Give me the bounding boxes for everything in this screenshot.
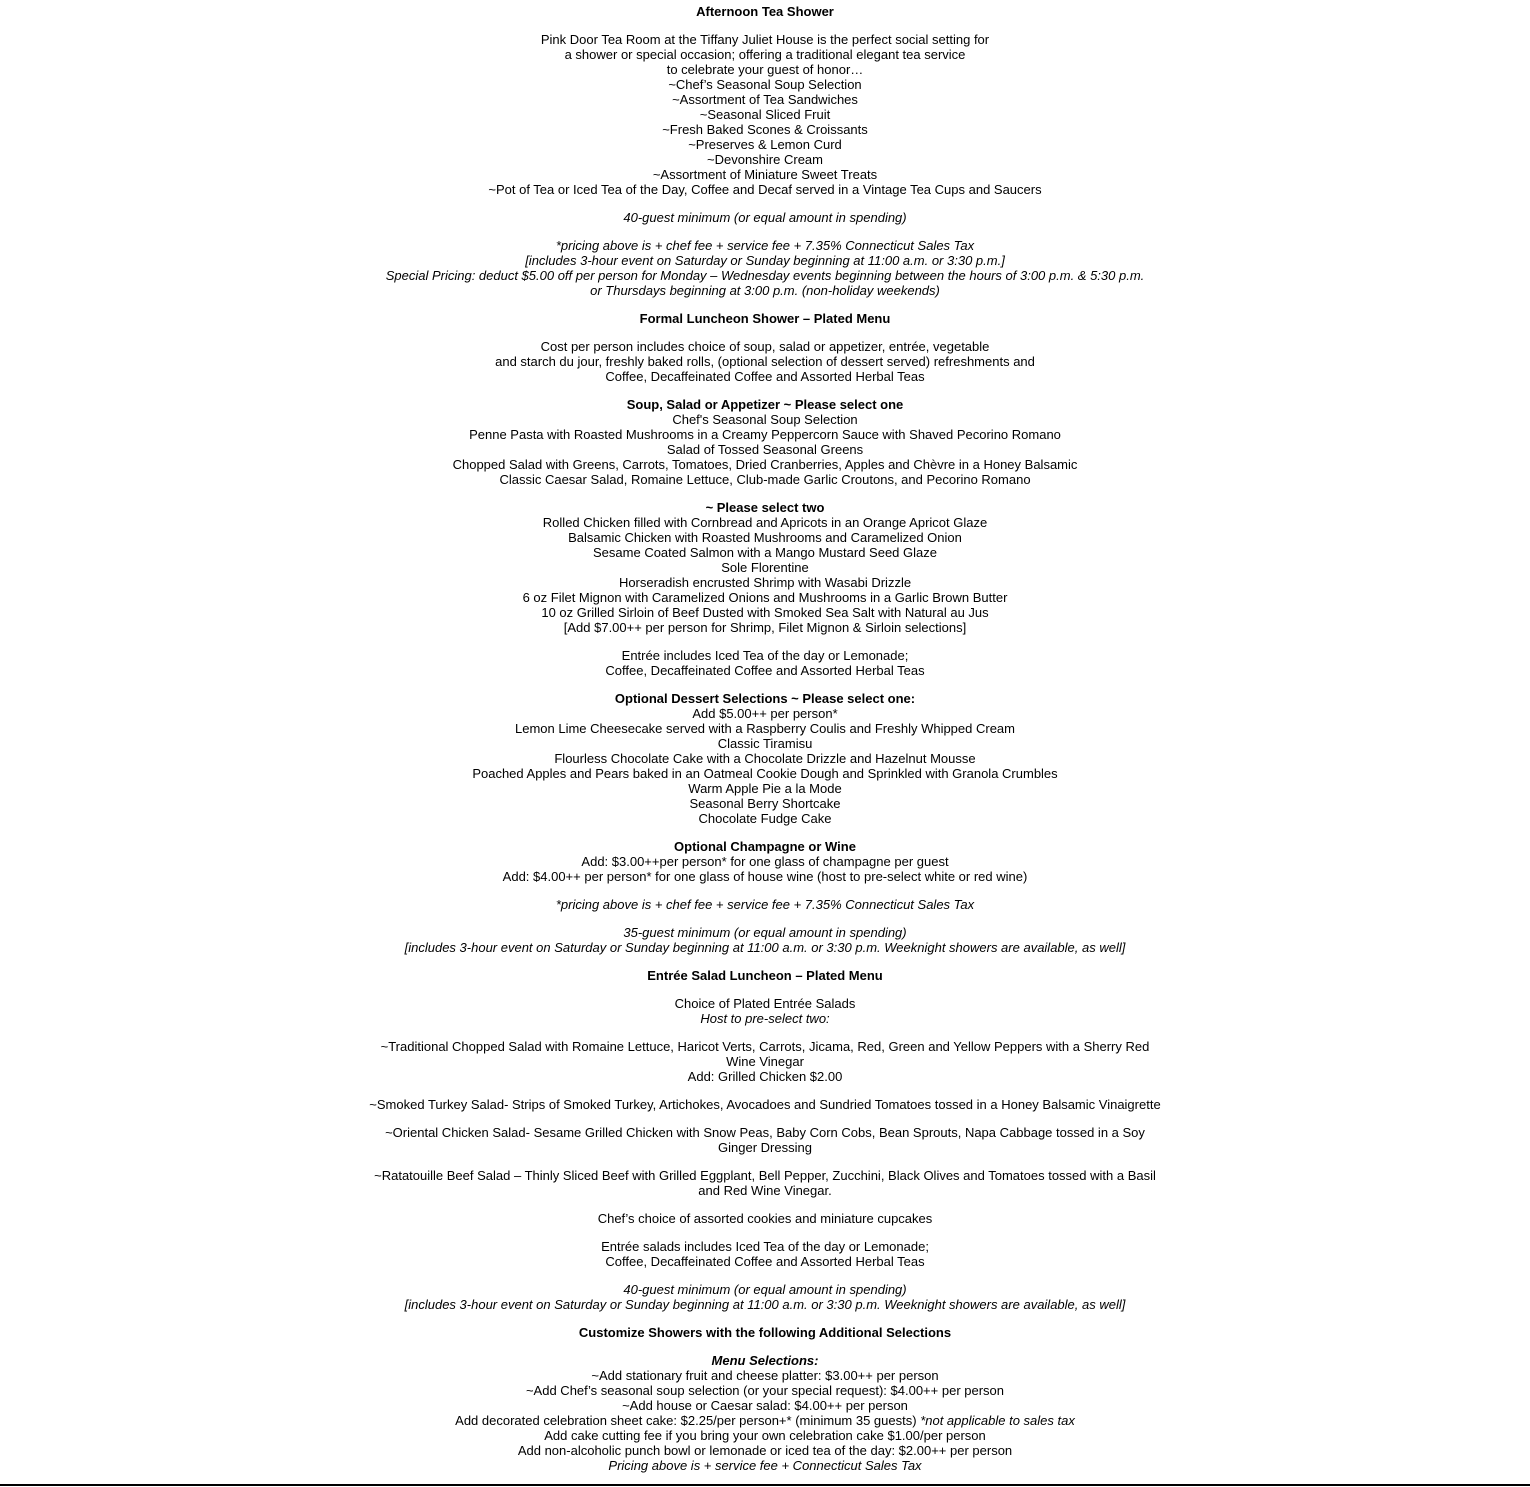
pricing-notes (365, 238, 1165, 298)
pricing-note: *pricing above is + chef fee + service fee + 7.35% Connecticut Sales Tax (555, 238, 975, 253)
menu-item: 6 oz Filet Mignon with Caramelized Onions and Mushrooms in a Garlic Brown Butter (522, 590, 1008, 605)
salad-item (365, 1125, 1165, 1155)
addon-item: ~Add house or Caesar salad: $4.00++ per person (622, 1398, 908, 1413)
salad-description: ~Traditional Chopped Salad with Romaine Lettuce, Haricot Verts, Carrots, Jicama, Red, Green and Yellow Peppers with a Sherry Red Wine Vinegar (380, 1039, 1150, 1069)
beverage-line: Coffee, Decaffeinated Coffee and Assorted Herbal Teas (605, 1254, 925, 1269)
customize-section (365, 1325, 1165, 1473)
intro-line: a shower or special occasion; offering a traditional elegant tea service (564, 47, 966, 62)
addon-item: Add cake cutting fee if you bring your own celebration cake $1.00/per person (544, 1428, 986, 1443)
menu-item: Warm Apple Pie a la Mode (688, 781, 842, 796)
wine-list (365, 839, 1165, 884)
menu-selections (365, 1353, 1165, 1473)
beverage-line: Entrée salads includes Iced Tea of the day or Lemonade; (601, 1239, 929, 1254)
event-note: [includes 3-hour event on Saturday or Sunday beginning at 11:00 a.m. or 3:30 p.m. Weeknight showers are available, as well] (404, 940, 1126, 955)
intro-paragraph (365, 32, 1165, 197)
minimum-notes (365, 1282, 1165, 1312)
salad-description: ~Smoked Turkey Salad- Strips of Smoked Turkey, Artichokes, Avocadoes and Sundried Tomatoes tossed in a Honey Balsamic Vinaigrette (369, 1097, 1161, 1112)
menu-selections-heading: Menu Selections: (711, 1353, 819, 1368)
beverage-line: Entrée includes Iced Tea of the day or Lemonade; (621, 648, 909, 663)
special-pricing-note: Special Pricing: deduct $5.00 off per person for Monday – Wednesday events beginning between the hours of 3:00 p.m. & 5:30 p.m. (385, 268, 1145, 283)
salad-dessert: Chef’s choice of assorted cookies and miniature cupcakes (597, 1211, 933, 1226)
menu-item: ~Preserves & Lemon Curd (688, 137, 842, 152)
section-title: Customize Showers with the following Additional Selections (578, 1325, 952, 1340)
menu-item: ~Seasonal Sliced Fruit (699, 107, 831, 122)
guest-minimum: 40-guest minimum (or equal amount in spending) (623, 210, 907, 225)
entree-salad-section (365, 968, 1165, 1312)
menu-item: Chopped Salad with Greens, Carrots, Tomatoes, Dried Cranberries, Apples and Chèvre in a Honey Balsamic (452, 457, 1078, 472)
starters-heading: Soup, Salad or Appetizer ~ Please select one (626, 397, 904, 412)
desserts-price: Add $5.00++ per person* (692, 706, 838, 721)
menu-item: Salad of Tossed Seasonal Greens (666, 442, 864, 457)
guest-minimum: 40-guest minimum (or equal amount in spending) (623, 1282, 907, 1297)
section-title: Entrée Salad Luncheon – Plated Menu (647, 968, 883, 983)
intro-line: to celebrate your guest of honor… (666, 62, 864, 77)
cake-tax-note: *not applicable to sales tax (920, 1413, 1075, 1428)
minimum-notes (365, 925, 1165, 955)
afternoon-tea-section (365, 4, 1165, 298)
menu-item: ~Assortment of Tea Sandwiches (672, 92, 858, 107)
salad-description: ~Ratatouille Beef Salad – Thinly Sliced Beef with Grilled Eggplant, Bell Pepper, Zucchini, Black Olives and Tomatoes tossed with a Basil and Red Wine Vinegar. (374, 1168, 1156, 1198)
menu-item: 10 oz Grilled Sirloin of Beef Dusted with Smoked Sea Salt with Natural au Jus (541, 605, 989, 620)
menu-item: ~Chef’s Seasonal Soup Selection (668, 77, 862, 92)
menu-item: Rolled Chicken filled with Cornbread and Apricots in an Orange Apricot Glaze (542, 515, 988, 530)
intro-line: Coffee, Decaffeinated Coffee and Assorted Herbal Teas (605, 369, 925, 384)
menu-item: ~Devonshire Cream (707, 152, 823, 167)
formal-luncheon-section (365, 311, 1165, 955)
salad-description: ~Oriental Chicken Salad- Sesame Grilled Chicken with Snow Peas, Baby Corn Cobs, Bean Sprouts, Napa Cabbage tossed in a Soy Ginger Dressing (385, 1125, 1145, 1155)
event-note: [includes 3-hour event on Saturday or Sunday beginning at 11:00 a.m. or 3:30 p.m. Weeknight showers are available, as well] (404, 1297, 1126, 1312)
salad-addon: Add: Grilled Chicken $2.00 (687, 1069, 843, 1084)
intro-line: Pink Door Tea Room at the Tiffany Juliet House is the perfect social setting for (540, 32, 990, 47)
wine-heading: Optional Champagne or Wine (674, 839, 856, 854)
special-pricing-note: or Thursdays beginning at 3:00 p.m. (non-holiday weekends) (590, 283, 940, 298)
starters-list (365, 397, 1165, 487)
addon-item: ~Add stationary fruit and cheese platter: $3.00++ per person (591, 1368, 939, 1383)
host-note: Host to pre-select two: (700, 1011, 830, 1026)
menu-item: ~Pot of Tea or Iced Tea of the Day, Coffee and Decaf served in a Vintage Tea Cups and Saucers (488, 182, 1042, 197)
menu-item: Sesame Coated Salmon with a Mango Mustard Seed Glaze (593, 545, 937, 560)
menu-item: ~Assortment of Miniature Sweet Treats (652, 167, 878, 182)
menu-item: Poached Apples and Pears baked in an Oatmeal Cookie Dough and Sprinkled with Granola Crumbles (472, 766, 1058, 781)
addon-item-cake (365, 1413, 1165, 1428)
menu-item: Lemon Lime Cheesecake served with a Raspberry Coulis and Freshly Whipped Cream (514, 721, 1015, 736)
menu-item: Classic Tiramisu (717, 736, 813, 751)
beverages-note (365, 648, 1165, 678)
salad-item (365, 1097, 1165, 1112)
beverage-line: Coffee, Decaffeinated Coffee and Assorted Herbal Teas (605, 663, 925, 678)
intro-line: and starch du jour, freshly baked rolls, (optional selection of dessert served) refreshments and (495, 354, 1035, 369)
salad-choice-intro (365, 996, 1165, 1026)
menu-item: ~Fresh Baked Scones & Croissants (662, 122, 868, 137)
entrees-heading: ~ Please select two (705, 500, 825, 515)
addon-item: ~Add Chef’s seasonal soup selection (or your special request): $4.00++ per person (525, 1383, 1005, 1398)
menu-item: Horseradish encrusted Shrimp with Wasabi Drizzle (618, 575, 912, 590)
cake-text: Add decorated celebration sheet cake: $2.25/per person+* (minimum 35 guests) (455, 1413, 921, 1428)
addon-item: Add non-alcoholic punch bowl or lemonade or iced tea of the day: $2.00++ per person (517, 1443, 1013, 1458)
menu-document (365, 4, 1165, 1486)
section-title: Formal Luncheon Shower – Plated Menu (639, 311, 891, 326)
menu-item: Chocolate Fudge Cake (698, 811, 832, 826)
salad-item (365, 1039, 1165, 1084)
menu-item: Add: $3.00++per person* for one glass of champagne per guest (581, 854, 949, 869)
upcharge-note: [Add $7.00++ per person for Shrimp, Filet Mignon & Sirloin selections] (563, 620, 967, 635)
page-bottom-divider (0, 1484, 1530, 1486)
menu-item: Classic Caesar Salad, Romaine Lettuce, Club-made Garlic Croutons, and Pecorino Romano (499, 472, 1031, 487)
menu-item: Sole Florentine (721, 560, 809, 575)
desserts-heading: Optional Dessert Selections ~ Please select one: (614, 691, 916, 706)
intro-paragraph (365, 339, 1165, 384)
entrees-list (365, 500, 1165, 635)
guest-minimum: 35-guest minimum (or equal amount in spending) (623, 925, 907, 940)
menu-item: Flourless Chocolate Cake with a Chocolate Drizzle and Hazelnut Mousse (554, 751, 976, 766)
desserts-list (365, 691, 1165, 826)
menu-item: Chef's Seasonal Soup Selection (672, 412, 858, 427)
event-note: [includes 3-hour event on Saturday or Sunday beginning at 11:00 a.m. or 3:30 p.m.] (525, 253, 1005, 268)
choice-label: Choice of Plated Entrée Salads (674, 996, 856, 1011)
menu-item: Seasonal Berry Shortcake (689, 796, 841, 811)
pricing-note: *pricing above is + chef fee + service fee + 7.35% Connecticut Sales Tax (555, 897, 975, 912)
menu-item: Penne Pasta with Roasted Mushrooms in a Creamy Peppercorn Sauce with Shaved Pecorino Romano (469, 427, 1061, 442)
salad-item (365, 1168, 1165, 1198)
footer-pricing-note: Pricing above is + service fee + Connecticut Sales Tax (608, 1458, 922, 1473)
section-title: Afternoon Tea Shower (696, 4, 834, 19)
menu-item: Add: $4.00++ per person* for one glass of house wine (host to pre-select white or red wine) (502, 869, 1028, 884)
intro-line: Cost per person includes choice of soup, salad or appetizer, entrée, vegetable (540, 339, 990, 354)
beverages-note (365, 1239, 1165, 1269)
menu-item: Balsamic Chicken with Roasted Mushrooms and Caramelized Onion (568, 530, 962, 545)
